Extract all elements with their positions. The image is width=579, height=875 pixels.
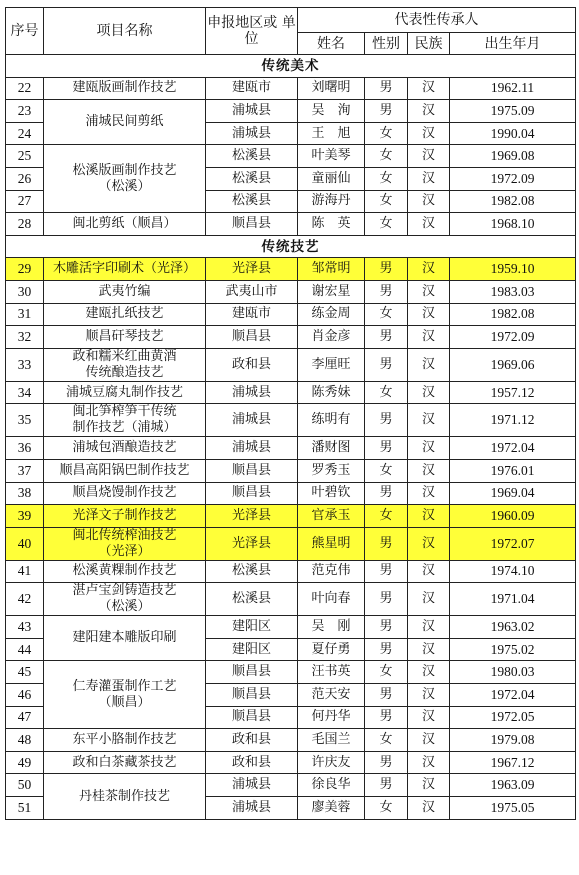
inheritor-name-cell: 王 旭 <box>298 122 365 145</box>
birth-date-cell: 1982.08 <box>450 190 576 213</box>
birth-date-cell: 1976.01 <box>450 459 576 482</box>
gender-cell: 男 <box>365 583 408 616</box>
seq-cell: 42 <box>6 583 44 616</box>
birth-date-cell: 1975.02 <box>450 638 576 661</box>
region-cell: 松溪县 <box>206 145 298 168</box>
ethnicity-cell: 汉 <box>408 774 450 797</box>
region-cell: 松溪县 <box>206 167 298 190</box>
seq-cell: 37 <box>6 459 44 482</box>
gender-cell: 男 <box>365 258 408 281</box>
ethnicity-cell: 汉 <box>408 505 450 528</box>
seq-cell: 33 <box>6 348 44 381</box>
gender-cell: 女 <box>365 381 408 404</box>
table-row <box>6 505 576 528</box>
region-cell: 光泽县 <box>206 258 298 281</box>
inheritor-name-cell: 廖美蓉 <box>298 797 365 820</box>
seq-cell: 48 <box>6 729 44 752</box>
gender-cell: 女 <box>365 303 408 326</box>
project-cell: 木雕活字印刷术（光泽） <box>44 258 206 281</box>
table-row <box>6 583 576 616</box>
birth-date-cell: 1975.09 <box>450 100 576 123</box>
inheritor-name-cell: 叶美琴 <box>298 145 365 168</box>
table-row <box>6 729 576 752</box>
project-cell: 闽北传统榨油技艺 （光泽） <box>44 527 206 560</box>
inheritor-name-cell: 汪书英 <box>298 661 365 684</box>
ethnicity-cell: 汉 <box>408 482 450 505</box>
ethnicity-cell: 汉 <box>408 459 450 482</box>
project-cell: 闽北笋榨笋干传统 制作技艺（浦城） <box>44 404 206 437</box>
region-cell: 政和县 <box>206 729 298 752</box>
birth-date-cell: 1972.07 <box>450 527 576 560</box>
ethnicity-cell: 汉 <box>408 616 450 639</box>
region-cell: 浦城县 <box>206 404 298 437</box>
header-seq: 序号 <box>6 8 44 55</box>
ethnicity-cell: 汉 <box>408 258 450 281</box>
project-cell: 武夷竹编 <box>44 280 206 303</box>
table-row <box>6 348 576 381</box>
seq-cell: 28 <box>6 213 44 236</box>
seq-cell: 36 <box>6 437 44 460</box>
ethnicity-cell: 汉 <box>408 638 450 661</box>
gender-cell: 女 <box>365 145 408 168</box>
gender-cell: 女 <box>365 122 408 145</box>
project-cell: 松溪版画制作技艺 （松溪） <box>44 145 206 213</box>
region-cell: 顺昌县 <box>206 326 298 349</box>
region-cell: 浦城县 <box>206 100 298 123</box>
inheritor-name-cell: 罗秀玉 <box>298 459 365 482</box>
birth-date-cell: 1972.05 <box>450 706 576 729</box>
birth-date-cell: 1957.12 <box>450 381 576 404</box>
seq-cell: 49 <box>6 751 44 774</box>
table-row <box>6 774 576 797</box>
ethnicity-cell: 汉 <box>408 348 450 381</box>
gender-cell: 女 <box>365 190 408 213</box>
ethnicity-cell: 汉 <box>408 280 450 303</box>
seq-cell: 38 <box>6 482 44 505</box>
project-cell: 建瓯扎纸技艺 <box>44 303 206 326</box>
gender-cell: 女 <box>365 729 408 752</box>
gender-cell: 女 <box>365 797 408 820</box>
seq-cell: 44 <box>6 638 44 661</box>
project-cell: 浦城民间剪纸 <box>44 100 206 145</box>
birth-date-cell: 1972.09 <box>450 167 576 190</box>
project-cell: 松溪黄粿制作技艺 <box>44 560 206 583</box>
birth-date-cell: 1960.09 <box>450 505 576 528</box>
gender-cell: 男 <box>365 280 408 303</box>
heritage-inheritors-table <box>5 7 576 820</box>
ethnicity-cell: 汉 <box>408 145 450 168</box>
gender-cell: 男 <box>365 751 408 774</box>
ethnicity-cell: 汉 <box>408 729 450 752</box>
inheritor-name-cell: 陈秀妹 <box>298 381 365 404</box>
birth-date-cell: 1969.04 <box>450 482 576 505</box>
inheritor-name-cell: 何丹华 <box>298 706 365 729</box>
inheritor-name-cell: 练明有 <box>298 404 365 437</box>
ethnicity-cell: 汉 <box>408 122 450 145</box>
seq-cell: 30 <box>6 280 44 303</box>
birth-date-cell: 1959.10 <box>450 258 576 281</box>
project-cell: 丹桂茶制作技艺 <box>44 774 206 819</box>
ethnicity-cell: 汉 <box>408 326 450 349</box>
birth-date-cell: 1972.04 <box>450 437 576 460</box>
seq-cell: 45 <box>6 661 44 684</box>
region-cell: 浦城县 <box>206 381 298 404</box>
gender-cell: 女 <box>365 459 408 482</box>
table-row <box>6 661 576 684</box>
inheritor-name-cell: 夏仔勇 <box>298 638 365 661</box>
table-row <box>6 527 576 560</box>
region-cell: 松溪县 <box>206 583 298 616</box>
region-cell: 松溪县 <box>206 560 298 583</box>
birth-date-cell: 1979.08 <box>450 729 576 752</box>
gender-cell: 男 <box>365 326 408 349</box>
gender-cell: 男 <box>365 774 408 797</box>
inheritor-name-cell: 邹常明 <box>298 258 365 281</box>
project-cell: 浦城包酒酿造技艺 <box>44 437 206 460</box>
seq-cell: 41 <box>6 560 44 583</box>
seq-cell: 31 <box>6 303 44 326</box>
inheritor-name-cell: 官承玉 <box>298 505 365 528</box>
table-header <box>6 8 576 55</box>
inheritor-name-cell: 许庆友 <box>298 751 365 774</box>
seq-cell: 29 <box>6 258 44 281</box>
table-row <box>6 77 576 100</box>
seq-cell: 39 <box>6 505 44 528</box>
ethnicity-cell: 汉 <box>408 797 450 820</box>
ethnicity-cell: 汉 <box>408 560 450 583</box>
table-row <box>6 145 576 168</box>
ethnicity-cell: 汉 <box>408 706 450 729</box>
table-row <box>6 280 576 303</box>
region-cell: 浦城县 <box>206 437 298 460</box>
seq-cell: 40 <box>6 527 44 560</box>
gender-cell: 男 <box>365 706 408 729</box>
header-region: 申报地区或 单位 <box>206 8 298 55</box>
inheritor-name-cell: 范克伟 <box>298 560 365 583</box>
region-cell: 建阳区 <box>206 616 298 639</box>
gender-cell: 男 <box>365 527 408 560</box>
gender-cell: 男 <box>365 616 408 639</box>
header-birth: 出生年月 <box>450 33 576 55</box>
header-gender: 性别 <box>365 33 408 55</box>
region-cell: 顺昌县 <box>206 459 298 482</box>
table-row <box>6 751 576 774</box>
ethnicity-cell: 汉 <box>408 303 450 326</box>
ethnicity-cell: 汉 <box>408 404 450 437</box>
ethnicity-cell: 汉 <box>408 527 450 560</box>
region-cell: 顺昌县 <box>206 706 298 729</box>
table-row <box>6 100 576 123</box>
inheritor-name-cell: 潘财图 <box>298 437 365 460</box>
table-row <box>6 616 576 639</box>
inheritor-name-cell: 陈 英 <box>298 213 365 236</box>
birth-date-cell: 1963.02 <box>450 616 576 639</box>
inheritor-name-cell: 徐良华 <box>298 774 365 797</box>
gender-cell: 男 <box>365 348 408 381</box>
project-cell: 东平小胳制作技艺 <box>44 729 206 752</box>
gender-cell: 男 <box>365 77 408 100</box>
birth-date-cell: 1967.12 <box>450 751 576 774</box>
table-row <box>6 381 576 404</box>
inheritor-name-cell: 吴 刚 <box>298 616 365 639</box>
table-row <box>6 404 576 437</box>
seq-cell: 23 <box>6 100 44 123</box>
seq-cell: 24 <box>6 122 44 145</box>
region-cell: 政和县 <box>206 348 298 381</box>
inheritor-name-cell: 叶向春 <box>298 583 365 616</box>
header-ethnicity: 民族 <box>408 33 450 55</box>
birth-date-cell: 1969.08 <box>450 145 576 168</box>
section-row <box>6 235 576 258</box>
region-cell: 政和县 <box>206 751 298 774</box>
table-row <box>6 303 576 326</box>
project-cell: 政和糯米红曲黄酒 传统酿造技艺 <box>44 348 206 381</box>
birth-date-cell: 1971.12 <box>450 404 576 437</box>
inheritor-name-cell: 肖金彦 <box>298 326 365 349</box>
ethnicity-cell: 汉 <box>408 661 450 684</box>
region-cell: 顺昌县 <box>206 684 298 707</box>
birth-date-cell: 1982.08 <box>450 303 576 326</box>
inheritor-name-cell: 李厘旺 <box>298 348 365 381</box>
inheritor-name-cell: 范天安 <box>298 684 365 707</box>
gender-cell: 女 <box>365 505 408 528</box>
ethnicity-cell: 汉 <box>408 213 450 236</box>
table-row <box>6 258 576 281</box>
table-row <box>6 560 576 583</box>
seq-cell: 46 <box>6 684 44 707</box>
birth-date-cell: 1974.10 <box>450 560 576 583</box>
ethnicity-cell: 汉 <box>408 190 450 213</box>
birth-date-cell: 1980.03 <box>450 661 576 684</box>
birth-date-cell: 1971.04 <box>450 583 576 616</box>
table-row <box>6 437 576 460</box>
seq-cell: 50 <box>6 774 44 797</box>
ethnicity-cell: 汉 <box>408 77 450 100</box>
gender-cell: 男 <box>365 560 408 583</box>
region-cell: 建瓯市 <box>206 77 298 100</box>
project-cell: 顺昌矸琴技艺 <box>44 326 206 349</box>
inheritor-name-cell: 吴 洵 <box>298 100 365 123</box>
project-cell: 闽北剪纸（顺昌） <box>44 213 206 236</box>
project-cell: 湛卢宝剑铸造技艺 （松溪） <box>44 583 206 616</box>
region-cell: 建阳区 <box>206 638 298 661</box>
inheritor-name-cell: 叶碧钦 <box>298 482 365 505</box>
seq-cell: 43 <box>6 616 44 639</box>
inheritor-name-cell: 练金周 <box>298 303 365 326</box>
gender-cell: 男 <box>365 482 408 505</box>
header-project: 项目名称 <box>44 8 206 55</box>
region-cell: 顺昌县 <box>206 482 298 505</box>
seq-cell: 32 <box>6 326 44 349</box>
birth-date-cell: 1990.04 <box>450 122 576 145</box>
ethnicity-cell: 汉 <box>408 751 450 774</box>
ethnicity-cell: 汉 <box>408 381 450 404</box>
table-row <box>6 213 576 236</box>
seq-cell: 35 <box>6 404 44 437</box>
region-cell: 顺昌县 <box>206 213 298 236</box>
region-cell: 光泽县 <box>206 505 298 528</box>
ethnicity-cell: 汉 <box>408 437 450 460</box>
birth-date-cell: 1963.09 <box>450 774 576 797</box>
ethnicity-cell: 汉 <box>408 167 450 190</box>
ethnicity-cell: 汉 <box>408 583 450 616</box>
gender-cell: 男 <box>365 437 408 460</box>
ethnicity-cell: 汉 <box>408 100 450 123</box>
inheritor-name-cell: 熊星明 <box>298 527 365 560</box>
birth-date-cell: 1972.04 <box>450 684 576 707</box>
project-cell: 政和白茶藏茶技艺 <box>44 751 206 774</box>
gender-cell: 男 <box>365 100 408 123</box>
region-cell: 浦城县 <box>206 774 298 797</box>
birth-date-cell: 1962.11 <box>450 77 576 100</box>
inheritor-name-cell: 毛国兰 <box>298 729 365 752</box>
region-cell: 浦城县 <box>206 797 298 820</box>
seq-cell: 51 <box>6 797 44 820</box>
seq-cell: 25 <box>6 145 44 168</box>
table-row <box>6 326 576 349</box>
region-cell: 顺昌县 <box>206 661 298 684</box>
table-body <box>6 55 576 820</box>
inheritor-name-cell: 刘曙明 <box>298 77 365 100</box>
region-cell: 建瓯市 <box>206 303 298 326</box>
inheritor-name-cell: 谢宏星 <box>298 280 365 303</box>
section-title: 传统技艺 <box>6 235 576 258</box>
seq-cell: 47 <box>6 706 44 729</box>
seq-cell: 22 <box>6 77 44 100</box>
inheritor-name-cell: 游海丹 <box>298 190 365 213</box>
project-cell: 仁寿灌蛋制作工艺 （顺昌） <box>44 661 206 729</box>
birth-date-cell: 1968.10 <box>450 213 576 236</box>
seq-cell: 26 <box>6 167 44 190</box>
birth-date-cell: 1972.09 <box>450 326 576 349</box>
project-cell: 浦城豆腐丸制作技艺 <box>44 381 206 404</box>
birth-date-cell: 1975.05 <box>450 797 576 820</box>
ethnicity-cell: 汉 <box>408 684 450 707</box>
section-row <box>6 55 576 78</box>
table-row <box>6 459 576 482</box>
gender-cell: 女 <box>365 661 408 684</box>
birth-date-cell: 1969.06 <box>450 348 576 381</box>
gender-cell: 男 <box>365 684 408 707</box>
gender-cell: 女 <box>365 213 408 236</box>
seq-cell: 34 <box>6 381 44 404</box>
inheritor-name-cell: 童丽仙 <box>298 167 365 190</box>
gender-cell: 男 <box>365 638 408 661</box>
project-cell: 顺昌烧馒制作技艺 <box>44 482 206 505</box>
birth-date-cell: 1983.03 <box>450 280 576 303</box>
region-cell: 武夷山市 <box>206 280 298 303</box>
project-cell: 光泽文子制作技艺 <box>44 505 206 528</box>
region-cell: 松溪县 <box>206 190 298 213</box>
gender-cell: 男 <box>365 404 408 437</box>
project-cell: 建瓯版画制作技艺 <box>44 77 206 100</box>
gender-cell: 女 <box>365 167 408 190</box>
region-cell: 浦城县 <box>206 122 298 145</box>
section-title: 传统美术 <box>6 55 576 78</box>
header-inheritor: 代表性传承人 <box>298 8 576 33</box>
table-row <box>6 482 576 505</box>
region-cell: 光泽县 <box>206 527 298 560</box>
project-cell: 顺昌高阳锅巴制作技艺 <box>44 459 206 482</box>
seq-cell: 27 <box>6 190 44 213</box>
project-cell: 建阳建本雕版印刷 <box>44 616 206 661</box>
header-name: 姓名 <box>298 33 365 55</box>
